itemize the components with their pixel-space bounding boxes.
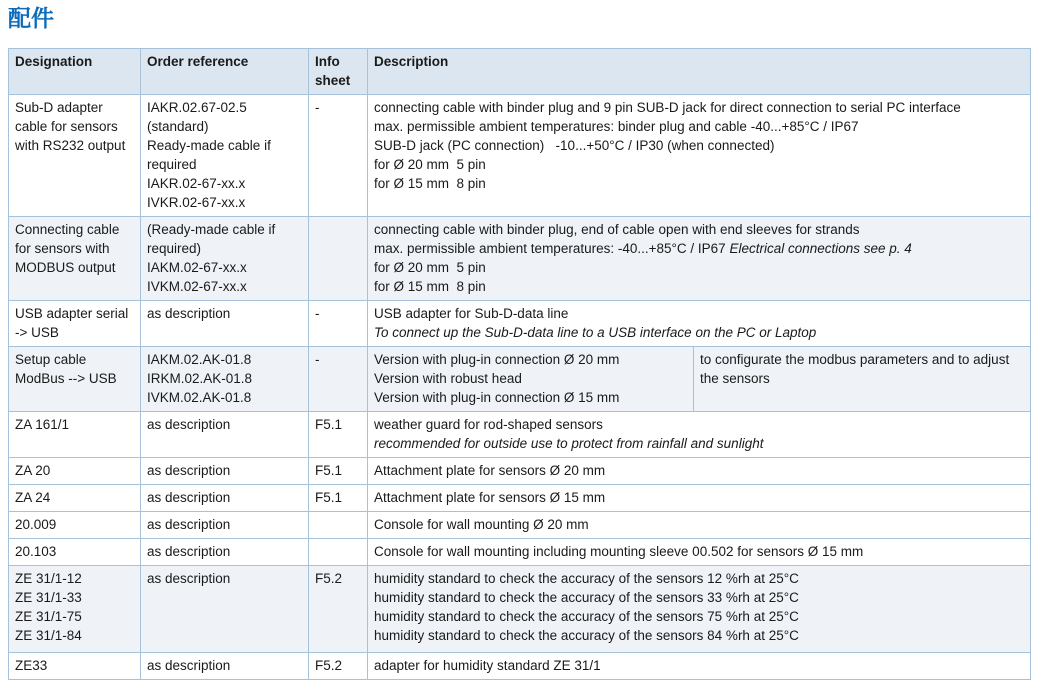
info-sheet-cell bbox=[309, 512, 368, 539]
designation-line: ZE 31/1-75 bbox=[15, 609, 82, 624]
info-sheet-cell bbox=[309, 217, 368, 301]
order-reference-cell bbox=[141, 412, 309, 458]
info-sheet-cell bbox=[309, 301, 368, 347]
designation-cell bbox=[9, 347, 141, 412]
order-line: IAKR.02-67-xx.x bbox=[147, 176, 246, 191]
description-line: for Ø 20 mm 5 pin bbox=[374, 157, 486, 172]
description-cell bbox=[368, 539, 1031, 566]
order-reference-cell bbox=[141, 95, 309, 217]
table-row bbox=[9, 217, 1031, 301]
info-sheet-text: F5.1 bbox=[315, 417, 343, 432]
order-reference-cell bbox=[141, 539, 309, 566]
designation-cell bbox=[9, 653, 141, 680]
designation-text: USB adapter serial -> USB bbox=[15, 306, 133, 340]
description-cell bbox=[368, 412, 1031, 458]
description-line: Version with plug-in connection Ø 20 mm bbox=[374, 352, 620, 367]
description-line: for Ø 15 mm 8 pin bbox=[374, 176, 486, 191]
description-line: Console for wall mounting including mounting sleeve 00.502 for sensors Ø 15 mm bbox=[374, 544, 864, 559]
header-designation-label: Designation bbox=[15, 54, 93, 69]
info-sheet-cell bbox=[309, 347, 368, 412]
order-reference-cell bbox=[141, 512, 309, 539]
description-cell bbox=[368, 458, 1031, 485]
designation-text: ZA 161/1 bbox=[15, 417, 70, 432]
order-line: IAKM.02.AK-01.8 bbox=[147, 352, 252, 367]
description-cell bbox=[368, 566, 1031, 653]
info-sheet-cell bbox=[309, 566, 368, 653]
order-line: as description bbox=[147, 306, 231, 321]
order-line: as description bbox=[147, 417, 231, 432]
description-line: connecting cable with binder plug and 9 pin SUB-D jack for direct connection to serial PC interface bbox=[374, 100, 961, 115]
designation-text: 20.009 bbox=[15, 517, 57, 532]
description-cell bbox=[368, 217, 1031, 301]
order-line: (Ready-made cable if required) bbox=[147, 222, 280, 256]
order-line: IVKM.02-67-xx.x bbox=[147, 279, 247, 294]
table-row bbox=[9, 539, 1031, 566]
order-line: IRKM.02.AK-01.8 bbox=[147, 371, 253, 386]
order-reference-cell bbox=[141, 458, 309, 485]
order-line: Ready-made cable if required bbox=[147, 138, 275, 172]
description-line: SUB-D jack (PC connection) -10...+50°C / IP30 (when connected) bbox=[374, 138, 775, 153]
description-line: max. permissible ambient temperatures: binder plug and cable -40...+85°C / IP67 bbox=[374, 119, 859, 134]
table-row bbox=[9, 512, 1031, 539]
designation-text: ZA 24 bbox=[15, 490, 51, 505]
designation-line: ZE 31/1-33 bbox=[15, 590, 82, 605]
order-line: IVKM.02.AK-01.8 bbox=[147, 390, 252, 405]
designation-cell bbox=[9, 566, 141, 653]
info-sheet-cell bbox=[309, 458, 368, 485]
table-row bbox=[9, 347, 1031, 412]
header-info-sheet-label: Info sheet bbox=[315, 54, 351, 88]
order-line: as description bbox=[147, 490, 231, 505]
order-reference-cell bbox=[141, 347, 309, 412]
designation-cell bbox=[9, 412, 141, 458]
designation-text: Sub-D adapter cable for sensors with RS232 output bbox=[15, 100, 126, 153]
order-line: IAKM.02-67-xx.x bbox=[147, 260, 247, 275]
designation-text: Setup cable ModBus --> USB bbox=[15, 352, 117, 386]
description-line: humidity standard to check the accuracy of the sensors 75 %rh at 25°C bbox=[374, 609, 799, 624]
description-line: humidity standard to check the accuracy of the sensors 84 %rh at 25°C bbox=[374, 628, 799, 643]
order-reference-cell bbox=[141, 217, 309, 301]
header-order-reference-label: Order reference bbox=[147, 54, 249, 69]
info-sheet-text: - bbox=[315, 352, 320, 367]
description-line: Console for wall mounting Ø 20 mm bbox=[374, 517, 589, 532]
description-cell bbox=[368, 512, 1031, 539]
description-cell bbox=[368, 95, 1031, 217]
description-line: humidity standard to check the accuracy of the sensors 12 %rh at 25°C bbox=[374, 571, 799, 586]
designation-line: ZE 31/1-12 bbox=[15, 571, 82, 586]
accessories-table bbox=[8, 48, 1031, 680]
description-cell bbox=[368, 485, 1031, 512]
designation-cell bbox=[9, 95, 141, 217]
order-line: IVKR.02-67-xx.x bbox=[147, 195, 246, 210]
description-line: USB adapter for Sub-D-data line bbox=[374, 306, 569, 321]
table-row bbox=[9, 485, 1031, 512]
description-line-italic: To connect up the Sub-D-data line to a USB interface on the PC or Laptop bbox=[374, 325, 817, 340]
order-reference-cell bbox=[141, 301, 309, 347]
description-line: weather guard for rod-shaped sensors bbox=[374, 417, 603, 432]
description-line: adapter for humidity standard ZE 31/1 bbox=[374, 658, 601, 673]
info-sheet-cell bbox=[309, 539, 368, 566]
header-order-reference bbox=[141, 49, 309, 95]
header-description bbox=[368, 49, 1031, 95]
description-line: Attachment plate for sensors Ø 15 mm bbox=[374, 490, 606, 505]
designation-cell bbox=[9, 458, 141, 485]
info-sheet-text: - bbox=[315, 100, 320, 115]
description-cell bbox=[368, 347, 1031, 412]
designation-cell bbox=[9, 512, 141, 539]
order-line: IAKR.02.67-02.5 (standard) bbox=[147, 100, 251, 134]
description-cell bbox=[368, 301, 1031, 347]
info-sheet-cell bbox=[309, 95, 368, 217]
designation-cell bbox=[9, 217, 141, 301]
description-cell bbox=[368, 653, 1031, 680]
header-designation bbox=[9, 49, 141, 95]
info-sheet-cell bbox=[309, 653, 368, 680]
designation-cell bbox=[9, 485, 141, 512]
description-subcell-right bbox=[694, 347, 1030, 411]
description-line: for Ø 20 mm 5 pin bbox=[374, 260, 486, 275]
table-header-row bbox=[9, 49, 1031, 95]
order-line: as description bbox=[147, 463, 231, 478]
description-subcell-left bbox=[368, 347, 694, 411]
description-line: connecting cable with binder plug, end of cable open with end sleeves for strands bbox=[374, 222, 860, 237]
info-sheet-text: F5.2 bbox=[315, 658, 343, 673]
description-line bbox=[374, 239, 1024, 258]
table-row bbox=[9, 412, 1031, 458]
table-row bbox=[9, 458, 1031, 485]
info-sheet-text: F5.2 bbox=[315, 571, 343, 586]
designation-cell bbox=[9, 301, 141, 347]
description-line: to configurate the modbus parameters and to adjust the sensors bbox=[700, 352, 1013, 386]
description-line: Version with robust head bbox=[374, 371, 522, 386]
description-line: humidity standard to check the accuracy of the sensors 33 %rh at 25°C bbox=[374, 590, 799, 605]
table-row bbox=[9, 566, 1031, 653]
description-line: Version with plug-in connection Ø 15 mm bbox=[374, 390, 620, 405]
designation-text: ZA 20 bbox=[15, 463, 51, 478]
order-reference-cell bbox=[141, 485, 309, 512]
order-reference-cell bbox=[141, 653, 309, 680]
order-reference-cell bbox=[141, 566, 309, 653]
designation-text: Connecting cable for sensors with MODBUS output bbox=[15, 222, 124, 275]
description-text-italic: Electrical connections see p. 4 bbox=[729, 241, 912, 256]
info-sheet-text: - bbox=[315, 306, 320, 321]
table-row bbox=[9, 95, 1031, 217]
info-sheet-text: F5.1 bbox=[315, 490, 343, 505]
order-line: as description bbox=[147, 571, 231, 586]
info-sheet-cell bbox=[309, 485, 368, 512]
info-sheet-cell bbox=[309, 412, 368, 458]
designation-cell bbox=[9, 539, 141, 566]
description-line-italic: recommended for outside use to protect from rainfall and sunlight bbox=[374, 436, 764, 451]
header-info-sheet bbox=[309, 49, 368, 95]
order-line: as description bbox=[147, 544, 231, 559]
page-title: 配件 bbox=[8, 5, 54, 31]
designation-text: 20.103 bbox=[15, 544, 57, 559]
order-line: as description bbox=[147, 658, 231, 673]
description-line: for Ø 15 mm 8 pin bbox=[374, 279, 486, 294]
designation-line: ZE 31/1-84 bbox=[15, 628, 82, 643]
table-row bbox=[9, 653, 1031, 680]
description-line: Attachment plate for sensors Ø 20 mm bbox=[374, 463, 606, 478]
designation-text: ZE33 bbox=[15, 658, 48, 673]
description-text: max. permissible ambient temperatures: -40...+85°C / IP67 bbox=[374, 241, 730, 256]
order-line: as description bbox=[147, 517, 231, 532]
info-sheet-text: F5.1 bbox=[315, 463, 343, 478]
header-description-label: Description bbox=[374, 54, 449, 69]
table-row bbox=[9, 301, 1031, 347]
